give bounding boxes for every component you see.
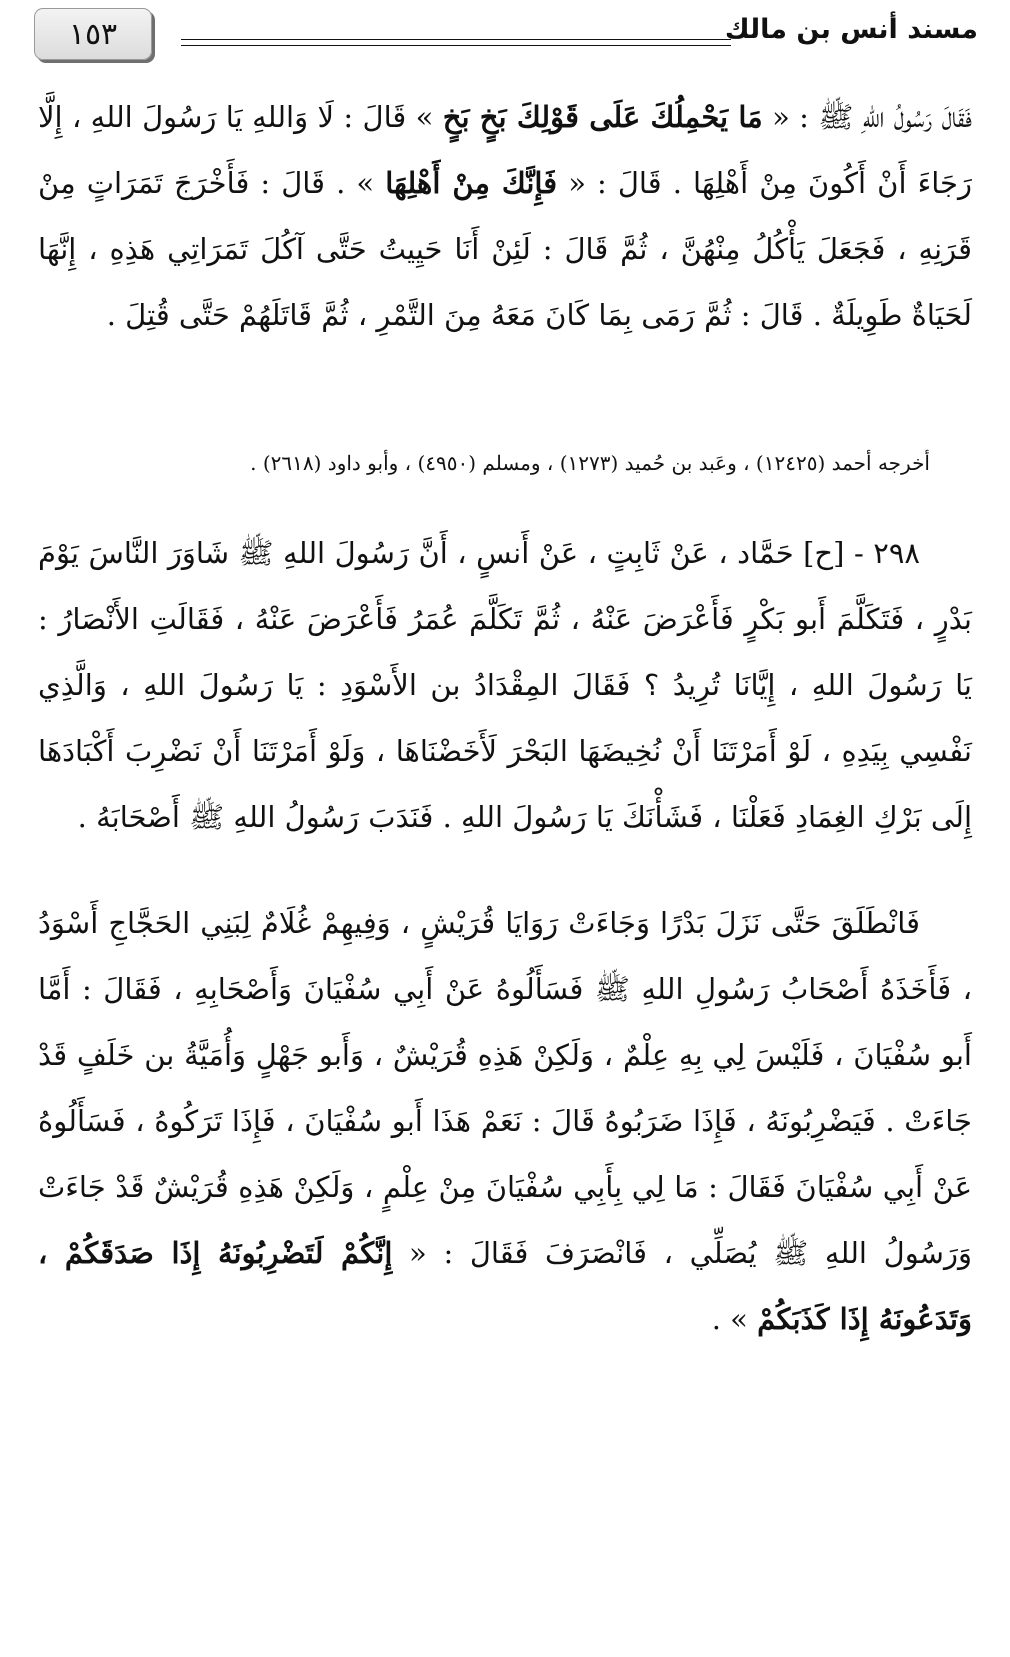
page-number-badge: ١٥٣ <box>34 8 152 60</box>
prophet-quote-bold: فَإِنَّكَ مِنْ أَهْلِهَا <box>385 166 558 200</box>
text-segment: فَقَالَ رَسُولُ اللهِ ﷺ : « <box>762 100 972 134</box>
hadith-continuation-paragraph <box>38 84 972 348</box>
text-segment: » . <box>711 1302 758 1336</box>
header-double-rule <box>181 39 731 46</box>
text-segment: فَانْطَلَقَ حَتَّى نَزَلَ بَدْرًا وَجَاءَتْ رَوَايَا قُرَيْشٍ ، وَفِيهِمْ غُلَامٌ لِبَنِي الحَجَّاجِ أَسْوَدُ ، فَأَخَذَهُ أَصْحَابُ رَسُولِ اللهِ ﷺ فَسَأَلُوهُ عَنْ أَبِي سُفْيَانَ وَأَصْحَابِهِ ، فَقَالَ : أَمَّا أَبو سُفْيَانَ ، فَلَيْسَ لِي بِهِ عِلْمٌ ، وَلَكِنْ هَذِهِ قُرَيْشٌ ، وَأَبو جَهْلٍ وَأُمَيَّةُ بن خَلَفٍ قَدْ جَاءَتْ . فَيَضْرِبُونَهُ ، فَإِذَا ضَرَبُوهُ قَالَ : نَعَمْ هَذَا أَبو سُفْيَانَ ، فَإِذَا تَرَكُوهُ ، فَسَأَلُوهُ عَنْ أَبِي سُفْيَانَ فَقَالَ : مَا لِي بِأَبِي سُفْيَانَ مِنْ عِلْمٍ ، وَلَكِنْ هَذِهِ قُرَيْشٌ قَدْ جَاءَتْ وَرَسُولُ اللهِ ﷺ يُصَلِّي ، فَانْصَرَفَ فَقَالَ : « <box>38 906 972 1270</box>
takhrij-footnote: أخرجه أحمد (١٢٤٢٥) ، وعَبد بن حُميد (١٢٧٣) ، ومسلم (٤٩٥٠) ، وأبو داود (٢٦١٨) . <box>250 451 930 475</box>
hadith-298-continuation-paragraph <box>38 890 972 1352</box>
page-header <box>34 8 978 68</box>
text-segment: » . قَالَ : فَأَخْرَجَ تَمَرَاتٍ مِنْ قَرَنِهِ ، فَجَعَلَ يَأْكُلُ مِنْهُنَّ ، ثُمَّ قَالَ : لَئِنْ أَنَا حَيِيتُ حَتَّى آكُلَ تَمَرَاتِي هَذِهِ ، إِنَّهَا لَحَيَاةٌ طَوِيلَةٌ . قَالَ : ثُمَّ رَمَى بِمَا كَانَ مَعَهُ مِنَ التَّمْرِ ، ثُمَّ قَاتَلَهُمْ حَتَّى قُتِلَ . <box>38 166 972 332</box>
text-segment: » قَالَ : لَا وَاللهِ يَا رَسُولَ اللهِ ، إِلَّا رَجَاءَ أَنْ أَكُونَ مِنْ أَهْلِهَا . قَالَ : « <box>38 100 972 200</box>
hadith-298-paragraph <box>38 520 972 850</box>
prophet-quote-bold: مَا يَحْمِلُكَ عَلَى قَوْلِكَ بَخٍ بَخٍ <box>442 100 763 134</box>
prophet-quote-bold: إِنَّكُمْ لَتَضْرِبُونَهُ إِذَا صَدَقَكُمْ ، وَتَدَعُونَهُ إِذَا كَذَبَكُمْ <box>38 1236 972 1336</box>
running-head-title: مسند أنس بن مالك <box>724 14 978 45</box>
text-segment: ٢٩٨ - [ح] حَمَّاد ، عَنْ ثَابِتٍ ، عَنْ أَنسٍ ، أَنَّ رَسُولَ اللهِ ﷺ شَاوَرَ النَّاسَ يَوْمَ بَدْرٍ ، فَتَكَلَّمَ أَبو بَكْرٍ فَأَعْرَضَ عَنْهُ ، ثُمَّ تَكَلَّمَ عُمَرُ فَأَعْرَضَ عَنْهُ ، فَقَالَتِ الأَنْصَارُ : يَا رَسُولَ اللهِ ، إِيَّانَا تُرِيدُ ؟ فَقَالَ المِقْدَادُ بن الأَسْوَدِ : يَا رَسُولَ اللهِ ، وَالَّذِي نَفْسِي بِيَدِهِ ، لَوْ أَمَرْتَنَا أَنْ نُخِيضَهَا البَحْرَ لَأَخَضْنَاهَا ، وَلَوْ أَمَرْتَنَا أَنْ نَضْرِبَ أَكْبَادَهَا إِلَى بَرْكِ الغِمَادِ فَعَلْنَا ، فَشَأْنَكَ يَا رَسُولَ اللهِ . فَنَدَبَ رَسُولُ اللهِ ﷺ أَصْحَابَهُ . <box>38 536 972 834</box>
